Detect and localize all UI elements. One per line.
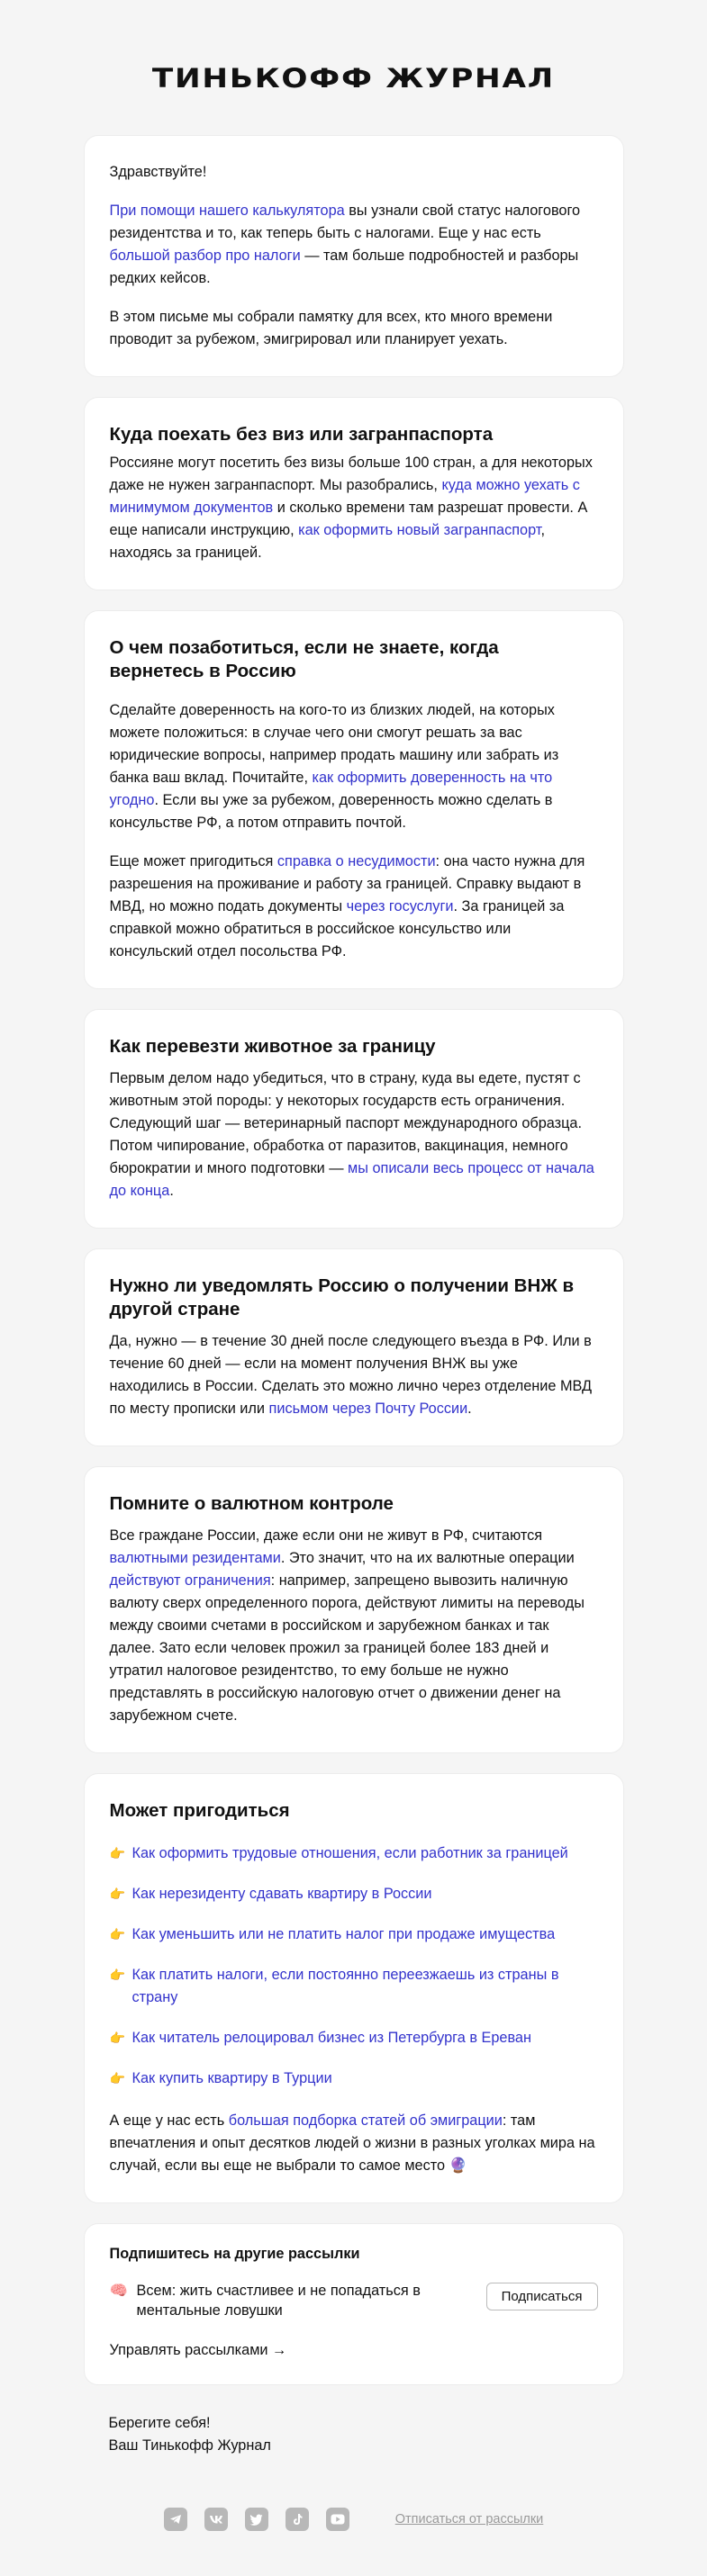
care-title: О чем позаботиться, если не знаете, когда вернетесь в Россию [109,637,499,681]
vnzh-title: Нужно ли уведомлять Россию о получении ВНЖ в другой стране [109,1275,575,1320]
intro-paragraph: При помощи нашего калькулятора вы узнали свой статус налогового резидентства и то, как теперь быть с налогами. Еще у нас есть большой разбор про налоги — там больше подробностей и разборы редких кейсов. [109,203,581,286]
intro-summary: В этом письме мы собрали памятку для всех, кто много времени проводит за рубежом, эмигрировал или планирует уехать. [109,309,553,347]
care-card [84,610,624,989]
pet-text: Первым делом надо убедиться, что в страну, куда вы едете, пустят с животным этой породы: у некоторых государств есть ограничения. Следующий шаг — ветеринарный паспорт международного образца. Потом чипирование, обработка от паразитов, вакцинация, немного бюрократии и много подготовки — мы описали весь процесс от начала до конца. [109,1070,594,1199]
pointing-hand-icon: 👉 [109,1887,125,1901]
vk-icon[interactable] [204,2508,228,2531]
signature-line-1: Берегите себя! [108,2415,211,2431]
useful-link[interactable]: Как оформить трудовые отношения, если работник за границей [131,1845,568,1861]
tiktok-icon[interactable] [286,2508,309,2531]
power-of-attorney-link[interactable]: как оформить доверенность на что угодно [109,770,553,808]
currency-residents-link[interactable]: валютными резидентами [109,1550,281,1566]
pointing-hand-icon: 👉 [109,2031,125,2045]
care-text-1: Сделайте доверенность на кого-то из близких людей, на которых можете положиться: в случае чего они смогут решать за вас юридические вопросы, например продать машину или забрать из банка ваш вклад. Почитайте, как оформить доверенность на что угодно. Если вы уже за рубежом, доверенность можно сделать в консульстве РФ, а потом отправить почтой. [109,702,559,831]
manage-subscriptions-link[interactable]: Управлять рассылками → [109,2342,287,2358]
post-letter-link[interactable]: письмом через Почту России [268,1401,468,1417]
care-text-2: Еще может пригодиться справка о несудимости: она часто нужна для разрешения на проживание и работу за границей. Справку выдают в МВД, но можно подать документы через госуслуги. За границей за справкой можно обратиться в российское консульство или консульский отдел посольства РФ. [109,853,585,959]
gosuslugi-link[interactable]: через госуслуги [346,898,454,914]
signature [84,2405,624,2457]
currency-title: Помните о валютном контроле [109,1493,394,1514]
currency-card [84,1466,624,1753]
useful-link[interactable]: Как уменьшить или не платить налог при продаже имущества [131,1926,556,1942]
subscribe-button[interactable]: Подписаться [486,2283,598,2310]
restrictions-link[interactable]: действуют ограничения [109,1572,271,1589]
visa-title: Куда поехать без виз или загранпаспорта [109,424,494,445]
unsubscribe-link[interactable]: Отписаться от рассылки [394,2512,544,2526]
pet-process-link[interactable]: мы описали весь процесс от начала до конца [109,1160,594,1199]
intro-card [84,135,624,377]
vnzh-card [84,1248,624,1446]
pointing-hand-icon: 👉 [109,1968,125,1982]
useful-links-list [110,1842,598,2090]
useful-link[interactable]: Как платить налоги, если постоянно переезжаешь из страны в страну [131,1967,559,2005]
emigration-collection-link[interactable]: большая подборка статей об эмиграции [228,2112,503,2129]
pointing-hand-icon: 👉 [109,1927,125,1941]
useful-link[interactable]: Как нерезиденту сдавать квартиру в России [131,1886,432,1902]
visa-text: Россияне могут посетить без визы больше 100 стран, а для некоторых даже не нужен загранпаспорт. Мы разобрались, куда можно уехать с минимумом документов и сколько времени там разрешат провести. А еще написали инструкцию, как оформить новый загранпаспорт, находясь за границей. [109,455,593,561]
pointing-hand-icon: 👉 [109,2071,125,2085]
taxes-guide-link[interactable]: большой разбор про налоги [109,248,301,264]
visa-card [84,397,624,590]
currency-text: Все граждане России, даже если они не живут в РФ, считаются валютными резидентами. Это значит, что на их валютные операции действуют ограничения: например, запрещено вывозить наличную валюту сверх определенного порога, действуют лимиты на переводы между своими счетами в российском и зарубежном банках и так далее. Зато если человек прожил за границей более 183 дней и утратил налоговое резидентство, то ему больше не нужно представлять в российскую налоговую отчет о движении денег на зарубежном счете. [109,1527,585,1724]
useful-link[interactable]: Как купить квартиру в Турции [131,2070,332,2086]
emigration-text: А еще у нас есть большая подборка статей об эмиграции: там впечатления и опыт десятков людей о жизни в разных уголках мира на случай, если вы еще не выбрали то самое место 🔮 [109,2112,595,2174]
greeting: Здравствуйте! [109,164,207,180]
list-item [110,1883,598,1905]
list-item [110,2067,598,2090]
vnzh-text: Да, нужно — в течение 30 дней после следующего въезда в РФ. Или в течение 60 дней — если на момент получения ВНЖ вы уже находились в России. Сделать это можно лично через отделение МВД по месту прописки или письмом через Почту России. [109,1333,593,1417]
calculator-link[interactable]: При помощи нашего калькулятора [109,203,345,219]
logo[interactable]: ТИНЬКОФФ ЖУРНАЛ [152,63,555,94]
subscribe-title: Подпишитесь на другие рассылки [109,2246,360,2262]
useful-card [84,1773,624,2203]
useful-title: Может пригодиться [109,1800,290,1821]
new-passport-link[interactable]: как оформить новый загранпаспорт [298,522,541,538]
criminal-record-link[interactable]: справка о несудимости [276,853,436,869]
visa-free-link[interactable]: куда можно уехать с минимумом документов [109,477,580,516]
email-container [84,0,624,2531]
newsletter-row [110,2281,598,2320]
brain-icon: 🧠 [109,2283,128,2299]
social-links [84,2457,624,2531]
list-item [110,2027,598,2049]
telegram-icon[interactable] [164,2508,187,2531]
pet-card [84,1009,624,1229]
pointing-hand-icon: 👉 [109,1846,125,1860]
useful-link[interactable]: Как читатель релоцировал бизнес из Петербурга в Ереван [131,2030,531,2046]
youtube-icon[interactable] [326,2508,349,2531]
signature-line-2: Ваш Тинькофф Журнал [108,2437,271,2454]
subscribe-card [84,2223,624,2385]
twitter-icon[interactable] [245,2508,268,2531]
list-item [110,1842,598,1865]
newsletter-description: Всем: жить счастливее и не попадаться в ментальные ловушки [136,2283,421,2319]
list-item [110,1923,598,1946]
pet-title: Как перевезти животное за границу [109,1036,436,1057]
list-item [110,1964,598,2009]
